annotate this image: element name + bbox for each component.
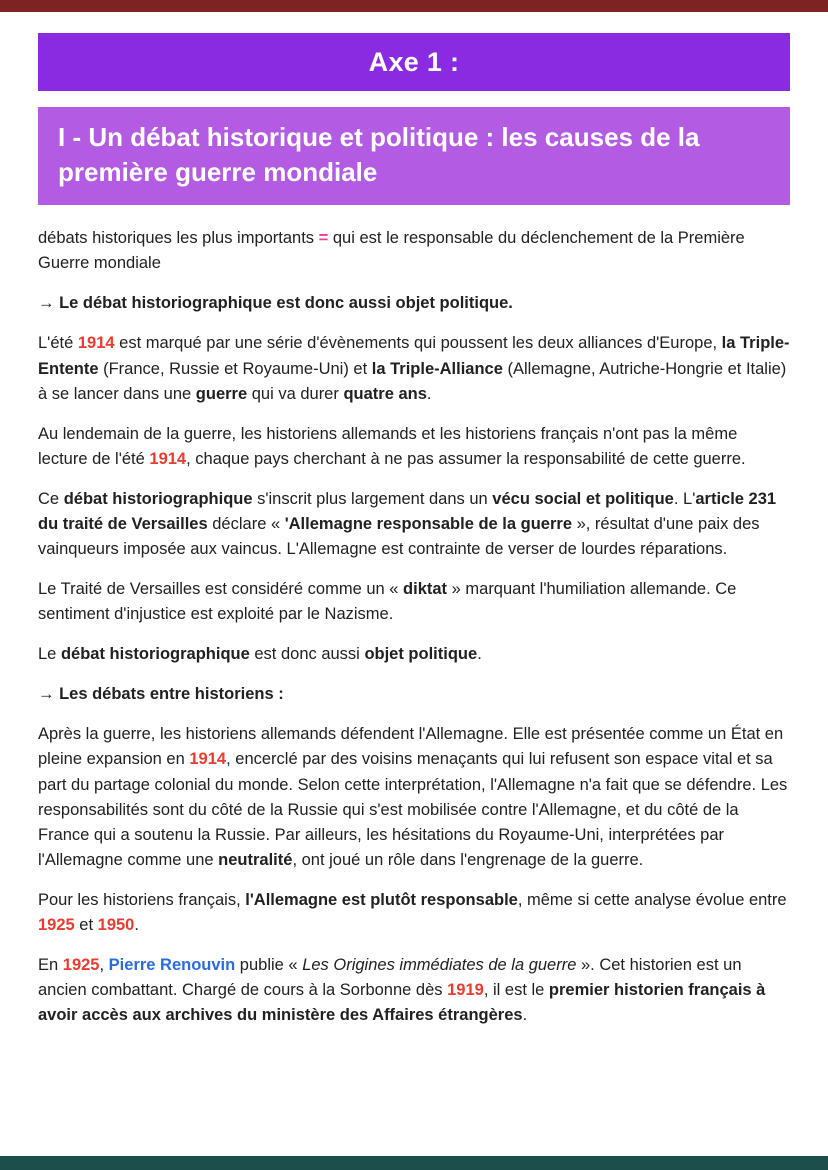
bold-text: la Triple-Entente: [38, 334, 790, 378]
bold-text: article 231 du traité de Versailles: [38, 489, 777, 533]
text-segment: qui est le responsable du déclenchement de la Première Guerre mondiale: [38, 229, 745, 273]
text-segment: Pour les historiens français,: [38, 890, 246, 909]
bold-text: débat historiographique: [60, 645, 250, 664]
red-text: 1950: [97, 915, 135, 934]
pink-text: =: [318, 229, 329, 248]
paragraph-historiens-francais: [38, 888, 790, 938]
section-banner-title: I - Un débat historique et politique : les causes de la première guerre mondiale: [58, 122, 700, 188]
bold-text: guerre: [195, 384, 248, 403]
text-segment: publie «: [235, 955, 303, 974]
paragraph-lendemain: [38, 422, 790, 472]
text-segment: s'inscrit plus largement dans un: [252, 489, 493, 508]
red-text: 1925: [62, 955, 100, 974]
text-segment: .: [134, 915, 139, 934]
paragraph-objet-politique: [38, 642, 790, 667]
axe-banner-label: Axe 1 :: [368, 46, 460, 77]
red-text: 1914: [189, 750, 227, 769]
bold-text: la Triple-Alliance: [371, 359, 503, 378]
text-segment: ». Cet historien est un ancien combattant. Chargé de cours à la Sorbonne dès: [38, 955, 742, 1000]
top-edge-bar: [0, 0, 828, 12]
paragraph-diktat: [38, 577, 790, 627]
paragraph-intro: [38, 226, 790, 276]
red-text: 1919: [447, 981, 484, 1000]
text-segment: Après la guerre, les historiens allemands défendent l'Allemagne. Elle est présentée comme un État en pleine expansion en: [38, 725, 784, 769]
text-segment: Le: [38, 645, 61, 664]
paragraph-article-231: [38, 487, 790, 562]
text-segment: , même si cette analyse évolue entre: [517, 890, 787, 909]
text-segment: ,: [99, 955, 109, 974]
text-segment: L'été: [38, 334, 78, 353]
text-segment: , il est le: [483, 981, 549, 1000]
text-segment: , encerclé par des voisins menaçants qui lui refusent son espace vital et sa part du partage colonial du monde. Selon cette interprétation, l'Allemagne n'a fait que se défendre. Les responsabilités sont du côté de la Russie qui s'est mobilisée contre l'Allemagne, et du côté de la France qui a soutenu la Russie. Par ailleurs, les hésitations du Royaume-Uni, interprétées par l'Allemagne comme une: [38, 750, 788, 869]
bottom-edge-bar: [0, 1156, 828, 1170]
text-segment: qui va durer: [247, 384, 344, 403]
paragraph-renouvin: [38, 953, 790, 1028]
paragraph-ete-1914: [38, 331, 790, 406]
bold-text: l'Allemagne est plutôt responsable: [245, 890, 518, 909]
bold-text: diktat: [403, 580, 448, 599]
bold-text: neutralité: [218, 850, 293, 869]
paragraph-arrow-2: [38, 682, 790, 707]
italic-text: Les Origines immédiates de la guerre: [302, 955, 577, 974]
text-segment: , chaque pays cherchant à ne pas assumer la responsabilité de cette guerre.: [186, 449, 746, 468]
text-segment: Le Traité de Versailles est considéré comme un «: [38, 580, 404, 599]
bold-text: 'Allemagne responsable de la guerre: [284, 514, 572, 533]
text-segment: → Le débat historiographique est donc aussi objet politique.: [38, 294, 513, 313]
text-segment: débats historiques les plus importants: [38, 229, 319, 248]
content: [0, 205, 828, 1028]
text-segment: Au lendemain de la guerre, les historiens allemands et les historiens français n'ont pas la même lecture de l'été: [38, 424, 738, 468]
text-segment: (France, Russie et Royaume-Uni) et: [98, 359, 372, 378]
text-segment: est marqué par une série d'évènements qui poussent les deux alliances d'Europe,: [114, 334, 722, 353]
text-segment: » marquant l'humiliation allemande. Ce sentiment d'injustice est exploité par le Nazisme.: [38, 580, 737, 624]
red-text: 1914: [77, 334, 115, 353]
bold-text: premier historien français à avoir accès aux archives du ministère des Affaires étrangères: [38, 981, 766, 1025]
bold-text: objet politique: [364, 645, 478, 664]
text-segment: », résultat d'une paix des vainqueurs imposée aux vaincus. L'Allemagne est contrainte de verser de lourdes réparations.: [38, 514, 760, 558]
axe-banner: [38, 33, 790, 91]
text-segment: et: [74, 915, 98, 934]
text-segment: → Les débats entre historiens :: [38, 685, 284, 704]
text-segment: .: [477, 645, 482, 664]
text-segment: .: [426, 384, 432, 403]
bold-text: quatre ans: [343, 384, 427, 403]
red-text: 1925: [38, 915, 75, 934]
paragraph-historiens-allemands: [38, 722, 790, 872]
text-segment: est donc aussi: [249, 645, 365, 664]
text-segment: déclare «: [207, 514, 285, 533]
text-segment: (Allemagne, Autriche-Hongrie et Italie) à se lancer dans une: [38, 359, 787, 403]
paragraph-arrow-1: [38, 291, 790, 316]
text-segment: . L': [673, 489, 696, 508]
text-segment: .: [522, 1006, 528, 1025]
text-segment: , ont joué un rôle dans l'engrenage de la guerre.: [292, 850, 644, 869]
red-text: 1914: [149, 449, 187, 468]
bold-text: débat historiographique: [63, 489, 253, 508]
pierre-renouvin-link[interactable]: Pierre Renouvin: [108, 955, 236, 974]
text-segment: En: [38, 955, 63, 974]
text-segment: Ce: [38, 489, 64, 508]
section-banner: [38, 107, 790, 205]
bold-text: vécu social et politique: [492, 489, 674, 508]
